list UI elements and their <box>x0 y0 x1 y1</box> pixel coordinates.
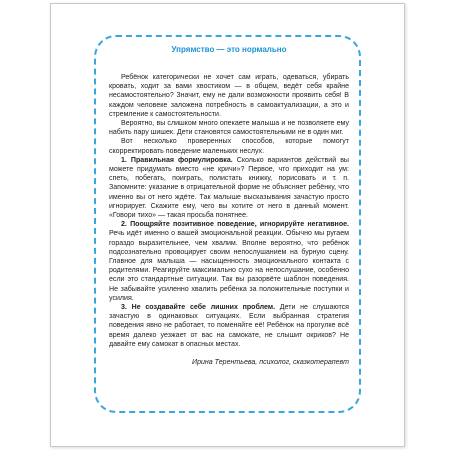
article <box>109 45 349 405</box>
paragraph-2-text: Вероятно, вы слишком много опекаете малыша и не позволяете ему набить пару шишек. Дети становятся самостоятельными не в один миг. <box>109 120 349 137</box>
tip-2 <box>109 220 349 303</box>
tip-2-lead: 2. Поощряйте позитивное поведение, игнорируйте негативное. <box>121 221 349 229</box>
tip-3-lead: 3. Не создавайте себе лишних проблем. <box>121 304 276 312</box>
paragraph-3 <box>109 137 349 155</box>
tip-1-lead: 1. Правильная формулировка. <box>121 156 233 164</box>
tip-3 <box>109 303 349 349</box>
tip-2-text: Речь идёт именно о вашей эмоциональной реакции. Обычно мы ругаем гораздо выразительнее, чем хвалим. Вполне вероятно, что ребёнок подсознательно провоцирует своим непослушанием на бурную сцену. Главное для малыша — насыщенность эмоционального контакта с родителями. Реагируйте максимально сухо на непослушание, особенно если это стандартные ситуации. Так вы разорвёте шаблон поведения. Не забывайте усиленно хвалить ребёнка за положительные поступки и усилия. <box>109 230 349 302</box>
tip-1 <box>109 156 349 220</box>
book-page <box>50 3 405 447</box>
article-title: Упрямство — это нормально <box>171 45 287 54</box>
tip-3-text: Дети не слушаются зачастую в одинаковых ситуациях. Если выбранная стратегия поведения явно не работает, то поменяйте её! Ребёнок на прогулке всё время далеко уезжает от вас на самокате, не слышит окриков? Не давайте ему самокат в опасных местах. <box>109 304 349 348</box>
paragraph-3-text: Вот несколько проверенных способов, которые помогут скорректировать поведение маленьких неслух. <box>109 138 349 155</box>
paragraph-2 <box>109 119 349 137</box>
tip-1-text: Сколько вариантов действий вы можете придумать вместо «не кричи»? Первое, что приходит на ум: спеть, побегать, поиграть, полистать книжку, порисовать и т. п. Запомните: указание в отрицательной форме не объясняет ребёнку, что именно вы от него ждёте. Так малыше высказывания зачастую просто игнорирует. Скажите ему, чего вы хотите от него в данный момент. «Говори тихо» — такая просьба понятнее. <box>109 156 349 220</box>
paragraph-1-text: Ребёнок категорически не хочет сам играть, одеваться, убирать кровать, ходит за вами хвостиком — в общем, ведёт себя крайне несамостоятельно? Значит, ему не дали возможности проявить себя! В каждом человеке заложена потребность в самоактуализации, а это и стремление к самостоятельности. <box>109 74 349 118</box>
paragraph-1 <box>109 73 349 119</box>
author-signature: Ирина Терентьева, психолог, сказкотерапевт <box>192 359 349 367</box>
